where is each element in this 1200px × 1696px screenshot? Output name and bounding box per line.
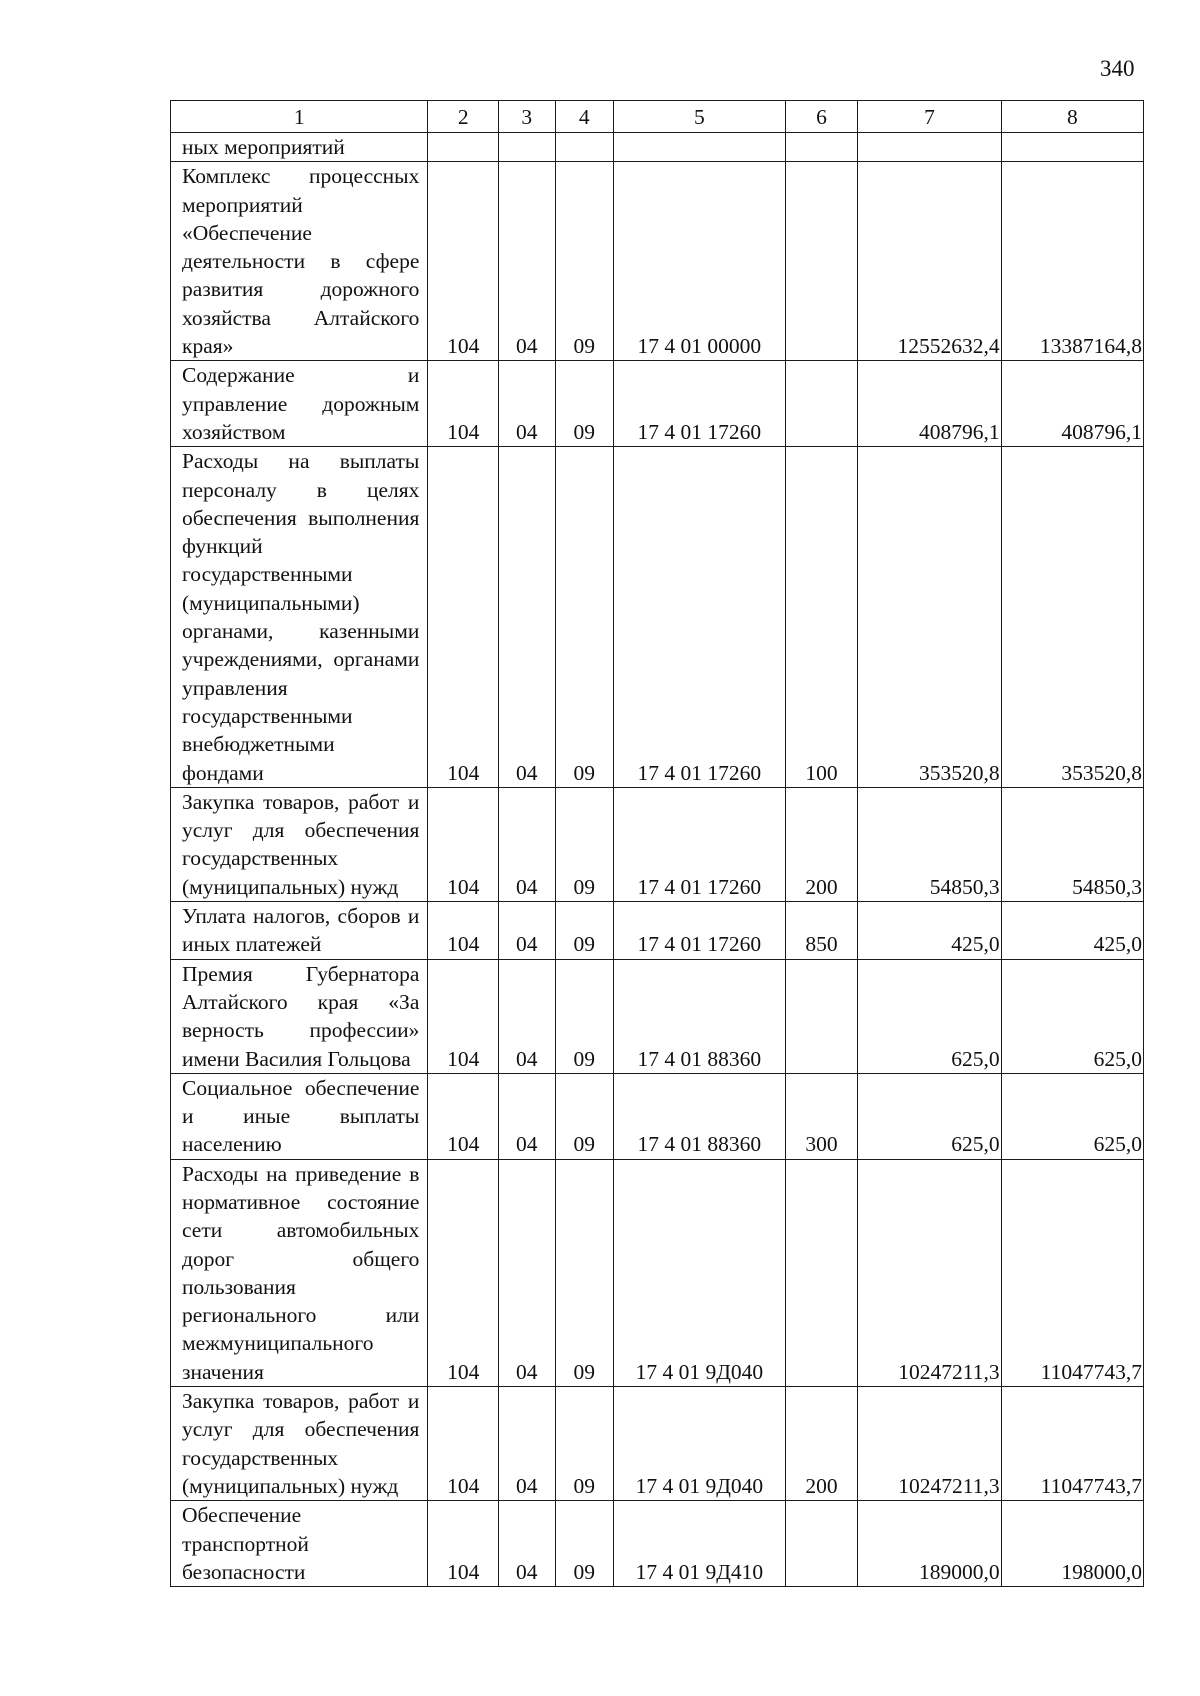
header-cell: 4 — [555, 101, 614, 133]
amount-col8: 408796,1 — [1001, 361, 1143, 447]
code-target: 17 4 01 9Д040 — [614, 1387, 786, 1501]
code-expense-type: 300 — [785, 1073, 858, 1159]
item-name: Социальное обеспечение и иные выплаты населению — [171, 1073, 428, 1159]
header-cell: 1 — [171, 101, 428, 133]
amount-col8: 13387164,8 — [1001, 162, 1143, 361]
code-target: 17 4 01 17260 — [614, 902, 786, 960]
item-name: Закупка товаров, работ и услуг для обеспечения государственных (муниципальных) нужд — [171, 787, 428, 901]
code-subsection — [555, 133, 614, 162]
code-section: 04 — [499, 162, 556, 361]
code-target: 17 4 01 17260 — [614, 361, 786, 447]
amount-col7: 408796,1 — [858, 361, 1001, 447]
code-target: 17 4 01 00000 — [614, 162, 786, 361]
code-admin: 104 — [428, 902, 499, 960]
amount-col7: 54850,3 — [858, 787, 1001, 901]
amount-col7 — [858, 133, 1001, 162]
header-cell: 8 — [1001, 101, 1143, 133]
table-row — [171, 1073, 1144, 1159]
item-name: Содержание и управление дорожным хозяйством — [171, 361, 428, 447]
code-section: 04 — [499, 1501, 556, 1587]
code-expense-type: 100 — [785, 447, 858, 788]
table-row — [171, 787, 1144, 901]
page-number: 340 — [1100, 56, 1135, 81]
code-subsection: 09 — [555, 1159, 614, 1386]
code-target: 17 4 01 88360 — [614, 959, 786, 1073]
code-expense-type: 200 — [785, 1387, 858, 1501]
code-expense-type — [785, 1501, 858, 1587]
code-expense-type — [785, 1159, 858, 1386]
item-name: Закупка товаров, работ и услуг для обеспечения государственных (муниципальных) нужд — [171, 1387, 428, 1501]
table-row — [171, 447, 1144, 788]
table-row — [171, 1159, 1144, 1386]
header-cell: 3 — [499, 101, 556, 133]
amount-col7: 425,0 — [858, 902, 1001, 960]
code-expense-type: 850 — [785, 902, 858, 960]
code-section: 04 — [499, 959, 556, 1073]
header-cell: 6 — [785, 101, 858, 133]
table-row — [171, 133, 1144, 162]
code-subsection: 09 — [555, 447, 614, 788]
code-expense-type — [785, 959, 858, 1073]
code-target: 17 4 01 17260 — [614, 787, 786, 901]
item-name: ных мероприятий — [171, 133, 428, 162]
code-subsection: 09 — [555, 1501, 614, 1587]
code-subsection: 09 — [555, 1073, 614, 1159]
code-admin: 104 — [428, 1501, 499, 1587]
amount-col8: 54850,3 — [1001, 787, 1143, 901]
budget-table — [170, 100, 1144, 1587]
code-expense-type: 200 — [785, 787, 858, 901]
code-subsection: 09 — [555, 361, 614, 447]
header-cell: 2 — [428, 101, 499, 133]
code-admin: 104 — [428, 787, 499, 901]
code-expense-type — [785, 133, 858, 162]
code-subsection: 09 — [555, 959, 614, 1073]
amount-col8: 625,0 — [1001, 1073, 1143, 1159]
code-section: 04 — [499, 1073, 556, 1159]
amount-col7: 10247211,3 — [858, 1159, 1001, 1386]
table-row — [171, 162, 1144, 361]
header-cell: 7 — [858, 101, 1001, 133]
amount-col8: 425,0 — [1001, 902, 1143, 960]
amount-col8: 625,0 — [1001, 959, 1143, 1073]
code-admin: 104 — [428, 959, 499, 1073]
code-section: 04 — [499, 787, 556, 901]
amount-col8: 198000,0 — [1001, 1501, 1143, 1587]
amount-col8 — [1001, 133, 1143, 162]
amount-col7: 625,0 — [858, 959, 1001, 1073]
code-section: 04 — [499, 361, 556, 447]
code-section: 04 — [499, 447, 556, 788]
item-name: Расходы на приведение в нормативное состояние сети автомобильных дорог общего пользования регионального или межмуниципального значения — [171, 1159, 428, 1386]
code-subsection: 09 — [555, 162, 614, 361]
table-row — [171, 361, 1144, 447]
amount-col7: 353520,8 — [858, 447, 1001, 788]
code-subsection: 09 — [555, 902, 614, 960]
code-target: 17 4 01 9Д410 — [614, 1501, 786, 1587]
amount-col7: 12552632,4 — [858, 162, 1001, 361]
code-subsection: 09 — [555, 787, 614, 901]
code-target: 17 4 01 17260 — [614, 447, 786, 788]
amount-col8: 353520,8 — [1001, 447, 1143, 788]
amount-col7: 189000,0 — [858, 1501, 1001, 1587]
table-row — [171, 959, 1144, 1073]
amount-col8: 11047743,7 — [1001, 1387, 1143, 1501]
code-target — [614, 133, 786, 162]
code-section: 04 — [499, 902, 556, 960]
code-admin: 104 — [428, 447, 499, 788]
code-expense-type — [785, 162, 858, 361]
item-name: Комплекс процессных мероприятий «Обеспечение деятельности в сфере развития дорожного хозяйства Алтайского края» — [171, 162, 428, 361]
item-name: Премия Губернатора Алтайского края «За верность профессии» имени Василия Гольцова — [171, 959, 428, 1073]
code-target: 17 4 01 9Д040 — [614, 1159, 786, 1386]
table-row — [171, 902, 1144, 960]
header-cell: 5 — [614, 101, 786, 133]
code-expense-type — [785, 361, 858, 447]
code-subsection: 09 — [555, 1387, 614, 1501]
amount-col8: 11047743,7 — [1001, 1159, 1143, 1386]
code-admin: 104 — [428, 361, 499, 447]
header-row — [171, 101, 1144, 133]
code-admin: 104 — [428, 1073, 499, 1159]
code-admin — [428, 133, 499, 162]
amount-col7: 625,0 — [858, 1073, 1001, 1159]
table-row — [171, 1387, 1144, 1501]
amount-col7: 10247211,3 — [858, 1387, 1001, 1501]
code-section — [499, 133, 556, 162]
code-admin: 104 — [428, 162, 499, 361]
item-name: Уплата налогов, сборов и иных платежей — [171, 902, 428, 960]
code-admin: 104 — [428, 1387, 499, 1501]
table-row — [171, 1501, 1144, 1587]
item-name: Расходы на выплаты персоналу в целях обеспечения выполнения функций государственными (муниципальными) органами, казенными учреждениями, органами управления государственными внебюджетными фондами — [171, 447, 428, 788]
item-name: Обеспечение транспортной безопасности — [171, 1501, 428, 1587]
code-section: 04 — [499, 1159, 556, 1386]
code-admin: 104 — [428, 1159, 499, 1386]
code-section: 04 — [499, 1387, 556, 1501]
code-target: 17 4 01 88360 — [614, 1073, 786, 1159]
